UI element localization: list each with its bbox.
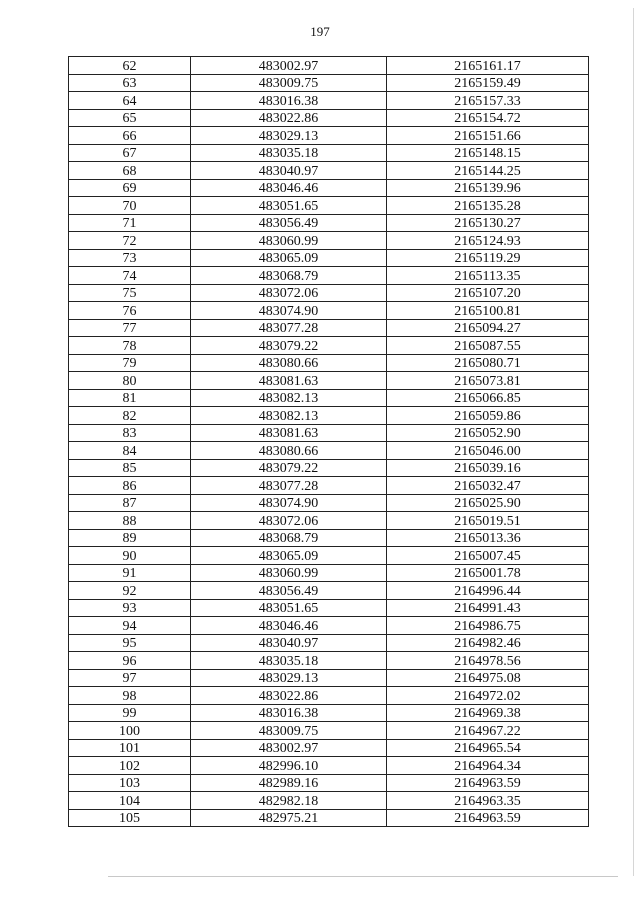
x-coordinate-cell: 483029.13 [191, 669, 387, 687]
table-row [69, 652, 589, 670]
coordinate-table-body [69, 57, 589, 827]
x-coordinate-cell: 483040.97 [191, 634, 387, 652]
table-row [69, 179, 589, 197]
point-number-cell: 101 [69, 739, 191, 757]
x-coordinate-cell: 483072.06 [191, 512, 387, 530]
table-row [69, 792, 589, 810]
point-number-cell: 86 [69, 477, 191, 495]
y-coordinate-cell: 2165151.66 [387, 127, 589, 145]
y-coordinate-cell: 2165039.16 [387, 459, 589, 477]
table-row [69, 739, 589, 757]
table-row [69, 494, 589, 512]
y-coordinate-cell: 2164964.34 [387, 757, 589, 775]
x-coordinate-cell: 483074.90 [191, 494, 387, 512]
x-coordinate-cell: 483060.99 [191, 564, 387, 582]
table-row [69, 424, 589, 442]
x-coordinate-cell: 483022.86 [191, 687, 387, 705]
point-number-cell: 91 [69, 564, 191, 582]
x-coordinate-cell: 483056.49 [191, 214, 387, 232]
x-coordinate-cell: 483077.28 [191, 319, 387, 337]
point-number-cell: 78 [69, 337, 191, 355]
x-coordinate-cell: 483046.46 [191, 617, 387, 635]
table-row [69, 669, 589, 687]
y-coordinate-cell: 2165080.71 [387, 354, 589, 372]
x-coordinate-cell: 483068.79 [191, 267, 387, 285]
table-row [69, 267, 589, 285]
table-row [69, 197, 589, 215]
table-row [69, 512, 589, 530]
table-row [69, 407, 589, 425]
point-number-cell: 105 [69, 809, 191, 827]
table-row [69, 442, 589, 460]
y-coordinate-cell: 2165161.17 [387, 57, 589, 75]
page-number: 197 [310, 24, 330, 39]
x-coordinate-cell: 482982.18 [191, 792, 387, 810]
y-coordinate-cell: 2165100.81 [387, 302, 589, 320]
table-row [69, 809, 589, 827]
y-coordinate-cell: 2164982.46 [387, 634, 589, 652]
point-number-cell: 97 [69, 669, 191, 687]
point-number-cell: 98 [69, 687, 191, 705]
table-row [69, 319, 589, 337]
table-row [69, 477, 589, 495]
table-row [69, 74, 589, 92]
x-coordinate-cell: 483009.75 [191, 74, 387, 92]
x-coordinate-cell: 483080.66 [191, 354, 387, 372]
point-number-cell: 100 [69, 722, 191, 740]
y-coordinate-cell: 2164978.56 [387, 652, 589, 670]
x-coordinate-cell: 483035.18 [191, 144, 387, 162]
y-coordinate-cell: 2164967.22 [387, 722, 589, 740]
x-coordinate-cell: 482996.10 [191, 757, 387, 775]
x-coordinate-cell: 483082.13 [191, 389, 387, 407]
y-coordinate-cell: 2165157.33 [387, 92, 589, 110]
table-row [69, 214, 589, 232]
y-coordinate-cell: 2165154.72 [387, 109, 589, 127]
table-row [69, 547, 589, 565]
table-row [69, 337, 589, 355]
x-coordinate-cell: 483022.86 [191, 109, 387, 127]
point-number-cell: 103 [69, 774, 191, 792]
y-coordinate-cell: 2165113.35 [387, 267, 589, 285]
table-row [69, 57, 589, 75]
point-number-cell: 96 [69, 652, 191, 670]
point-number-cell: 77 [69, 319, 191, 337]
point-number-cell: 66 [69, 127, 191, 145]
y-coordinate-cell: 2165066.85 [387, 389, 589, 407]
point-number-cell: 88 [69, 512, 191, 530]
scan-edge-right [633, 8, 634, 876]
y-coordinate-cell: 2164986.75 [387, 617, 589, 635]
y-coordinate-cell: 2165144.25 [387, 162, 589, 180]
point-number-cell: 95 [69, 634, 191, 652]
scan-edge-bottom [108, 876, 618, 877]
table-row [69, 92, 589, 110]
table-row [69, 617, 589, 635]
point-number-cell: 63 [69, 74, 191, 92]
y-coordinate-cell: 2165046.00 [387, 442, 589, 460]
y-coordinate-cell: 2165032.47 [387, 477, 589, 495]
point-number-cell: 65 [69, 109, 191, 127]
y-coordinate-cell: 2164963.59 [387, 774, 589, 792]
point-number-cell: 62 [69, 57, 191, 75]
y-coordinate-cell: 2165119.29 [387, 249, 589, 267]
table-row [69, 144, 589, 162]
y-coordinate-cell: 2164963.59 [387, 809, 589, 827]
table-row [69, 582, 589, 600]
table-row [69, 704, 589, 722]
x-coordinate-cell: 483046.46 [191, 179, 387, 197]
y-coordinate-cell: 2164965.54 [387, 739, 589, 757]
x-coordinate-cell: 483040.97 [191, 162, 387, 180]
point-number-cell: 102 [69, 757, 191, 775]
table-row [69, 372, 589, 390]
table-row [69, 599, 589, 617]
table-row [69, 564, 589, 582]
point-number-cell: 69 [69, 179, 191, 197]
point-number-cell: 80 [69, 372, 191, 390]
point-number-cell: 71 [69, 214, 191, 232]
table-row [69, 302, 589, 320]
x-coordinate-cell: 483080.66 [191, 442, 387, 460]
x-coordinate-cell: 483072.06 [191, 284, 387, 302]
point-number-cell: 75 [69, 284, 191, 302]
table-row [69, 127, 589, 145]
point-number-cell: 94 [69, 617, 191, 635]
y-coordinate-cell: 2164991.43 [387, 599, 589, 617]
y-coordinate-cell: 2165148.15 [387, 144, 589, 162]
point-number-cell: 104 [69, 792, 191, 810]
y-coordinate-cell: 2165124.93 [387, 232, 589, 250]
point-number-cell: 73 [69, 249, 191, 267]
x-coordinate-cell: 483065.09 [191, 547, 387, 565]
y-coordinate-cell: 2164969.38 [387, 704, 589, 722]
y-coordinate-cell: 2165159.49 [387, 74, 589, 92]
table-row [69, 389, 589, 407]
x-coordinate-cell: 483079.22 [191, 459, 387, 477]
table-row [69, 232, 589, 250]
y-coordinate-cell: 2165052.90 [387, 424, 589, 442]
x-coordinate-cell: 483077.28 [191, 477, 387, 495]
x-coordinate-cell: 483009.75 [191, 722, 387, 740]
point-number-cell: 76 [69, 302, 191, 320]
y-coordinate-cell: 2165007.45 [387, 547, 589, 565]
table-row [69, 249, 589, 267]
table-row [69, 529, 589, 547]
x-coordinate-cell: 483068.79 [191, 529, 387, 547]
table-row [69, 284, 589, 302]
point-number-cell: 79 [69, 354, 191, 372]
point-number-cell: 81 [69, 389, 191, 407]
y-coordinate-cell: 2165139.96 [387, 179, 589, 197]
y-coordinate-cell: 2164975.08 [387, 669, 589, 687]
y-coordinate-cell: 2165059.86 [387, 407, 589, 425]
y-coordinate-cell: 2165094.27 [387, 319, 589, 337]
y-coordinate-cell: 2165130.27 [387, 214, 589, 232]
y-coordinate-cell: 2164996.44 [387, 582, 589, 600]
x-coordinate-cell: 483016.38 [191, 704, 387, 722]
point-number-cell: 90 [69, 547, 191, 565]
x-coordinate-cell: 483082.13 [191, 407, 387, 425]
table-row [69, 687, 589, 705]
y-coordinate-cell: 2165025.90 [387, 494, 589, 512]
x-coordinate-cell: 482975.21 [191, 809, 387, 827]
point-number-cell: 70 [69, 197, 191, 215]
table-row [69, 722, 589, 740]
y-coordinate-cell: 2165107.20 [387, 284, 589, 302]
x-coordinate-cell: 483029.13 [191, 127, 387, 145]
table-row [69, 354, 589, 372]
x-coordinate-cell: 483079.22 [191, 337, 387, 355]
point-number-cell: 74 [69, 267, 191, 285]
y-coordinate-cell: 2165013.36 [387, 529, 589, 547]
x-coordinate-cell: 483065.09 [191, 249, 387, 267]
x-coordinate-cell: 482989.16 [191, 774, 387, 792]
x-coordinate-cell: 483051.65 [191, 599, 387, 617]
coordinate-table [68, 56, 589, 827]
x-coordinate-cell: 483060.99 [191, 232, 387, 250]
point-number-cell: 64 [69, 92, 191, 110]
table-row [69, 774, 589, 792]
x-coordinate-cell: 483002.97 [191, 57, 387, 75]
x-coordinate-cell: 483002.97 [191, 739, 387, 757]
y-coordinate-cell: 2165001.78 [387, 564, 589, 582]
point-number-cell: 87 [69, 494, 191, 512]
table-row [69, 162, 589, 180]
point-number-cell: 93 [69, 599, 191, 617]
point-number-cell: 82 [69, 407, 191, 425]
point-number-cell: 84 [69, 442, 191, 460]
table-row [69, 757, 589, 775]
y-coordinate-cell: 2165019.51 [387, 512, 589, 530]
point-number-cell: 72 [69, 232, 191, 250]
y-coordinate-cell: 2164963.35 [387, 792, 589, 810]
x-coordinate-cell: 483081.63 [191, 424, 387, 442]
y-coordinate-cell: 2164972.02 [387, 687, 589, 705]
table-row [69, 634, 589, 652]
point-number-cell: 67 [69, 144, 191, 162]
point-number-cell: 85 [69, 459, 191, 477]
y-coordinate-cell: 2165073.81 [387, 372, 589, 390]
y-coordinate-cell: 2165087.55 [387, 337, 589, 355]
x-coordinate-cell: 483051.65 [191, 197, 387, 215]
x-coordinate-cell: 483056.49 [191, 582, 387, 600]
x-coordinate-cell: 483074.90 [191, 302, 387, 320]
point-number-cell: 89 [69, 529, 191, 547]
point-number-cell: 68 [69, 162, 191, 180]
x-coordinate-cell: 483081.63 [191, 372, 387, 390]
point-number-cell: 99 [69, 704, 191, 722]
x-coordinate-cell: 483035.18 [191, 652, 387, 670]
table-row [69, 109, 589, 127]
point-number-cell: 83 [69, 424, 191, 442]
point-number-cell: 92 [69, 582, 191, 600]
x-coordinate-cell: 483016.38 [191, 92, 387, 110]
y-coordinate-cell: 2165135.28 [387, 197, 589, 215]
table-row [69, 459, 589, 477]
